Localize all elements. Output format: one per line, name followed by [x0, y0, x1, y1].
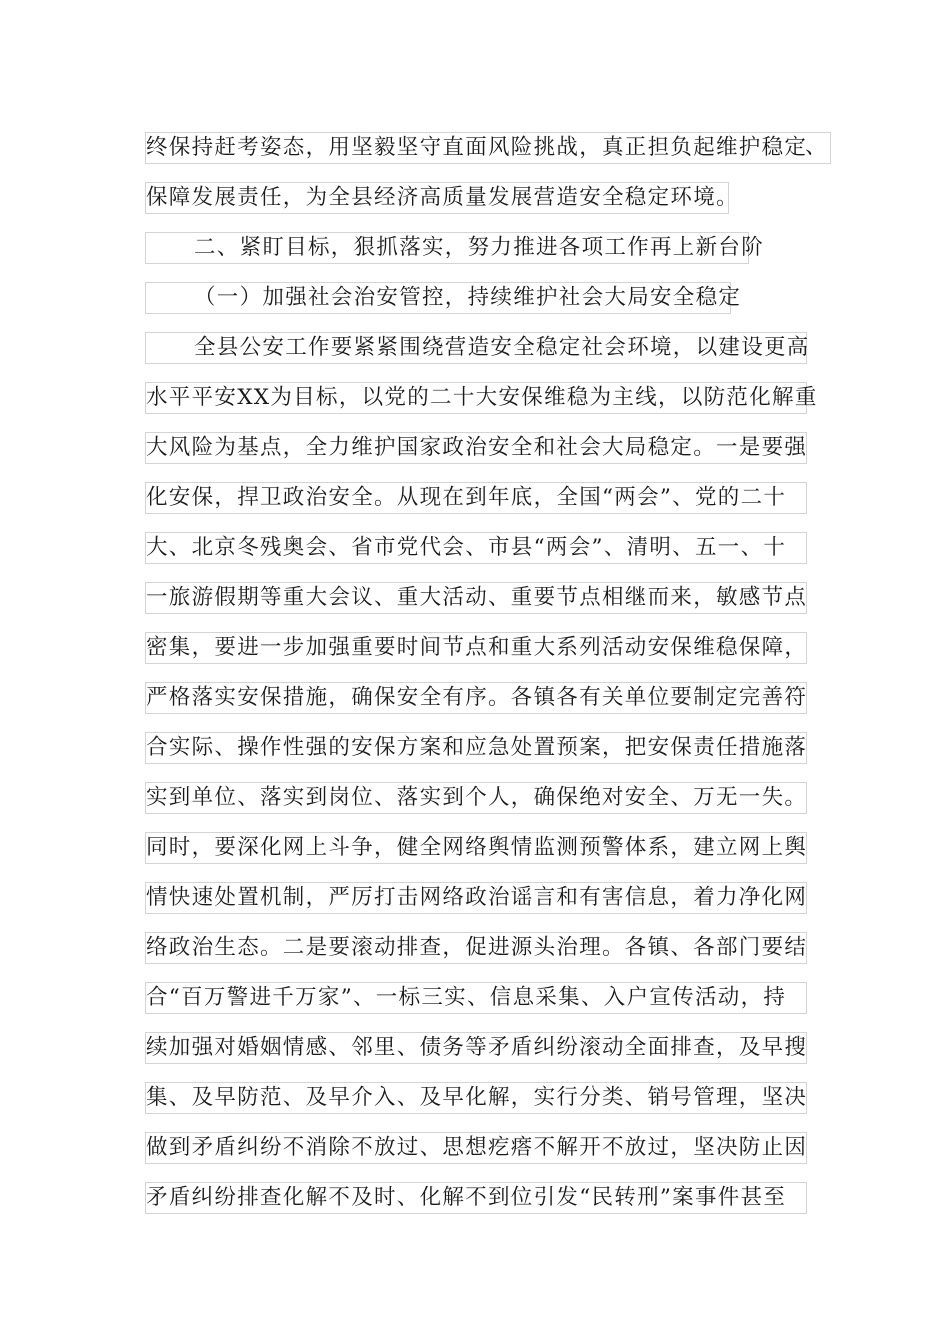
paragraph-line-1: 全县公安工作要紧紧围绕营造安全稳定社会环境，以建设更高: [145, 332, 807, 364]
paragraph-line-15: 续加强对婚姻情感、邻里、债务等矛盾纠纷滚动全面排查，及早搜: [145, 1032, 807, 1064]
paragraph-line-16: 集、及早防范、及早介入、及早化解，实行分类、销号管理，坚决: [145, 1082, 807, 1114]
paragraph-line-5: 大、北京冬残奥会、省市党代会、市县“两会”、清明、五一、十: [145, 532, 807, 564]
paragraph-line-12: 情快速处置机制，严厉打击网络政治谣言和有害信息，着力净化网: [145, 882, 807, 914]
text-line-1: 终保持赶考姿态，用坚毅坚守直面风险挑战，真正担负起维护稳定: [145, 132, 831, 164]
paragraph-line-4: 化安保，捍卫政治安全。从现在到年底，全国“两会”、党的二十: [145, 482, 807, 514]
subsection-heading: （一）加强社会治安管控，持续维护社会大局安全稳定: [145, 282, 731, 314]
text-line-1-tail: 、: [805, 134, 827, 159]
paragraph-line-18: 矛盾纠纷排查化解不及时、化解不到位引发“民转刑”案事件甚至: [145, 1182, 807, 1214]
paragraph-line-3: 大风险为基点，全力维护国家政治安全和社会大局稳定。一是要强: [145, 432, 807, 464]
paragraph-line-8: 严格落实安保措施，确保安全有序。各镇各有关单位要制定完善符: [145, 682, 807, 714]
paragraph-line-6: 一旅游假期等重大会议、重大活动、重要节点相继而来，敏感节点: [145, 582, 807, 614]
paragraph-line-2: 水平平安XX为目标，以党的二十大安保维稳为主线，以防范化解重: [145, 382, 807, 414]
paragraph-line-7: 密集，要进一步加强重要时间节点和重大系列活动安保维稳保障，: [145, 632, 807, 664]
text-line-2: 保障发展责任，为全县经济高质量发展营造安全稳定环境。: [145, 182, 729, 214]
section-heading: 二、紧盯目标，狠抓落实，努力推进各项工作再上新台阶: [145, 232, 749, 264]
paragraph-line-11: 同时，要深化网上斗争，健全网络舆情监测预警体系，建立网上舆: [145, 832, 807, 864]
paragraph-line-10: 实到单位、落实到岗位、落实到个人，确保绝对安全、万无一失。: [145, 782, 807, 814]
paragraph-line-17: 做到矛盾纠纷不消除不放过、思想疙瘩不解开不放过，坚决防止因: [145, 1132, 807, 1164]
paragraph-line-9: 合实际、操作性强的安保方案和应急处置预案，把安保责任措施落: [145, 732, 807, 764]
paragraph-line-14: 合“百万警进千万家”、一标三实、信息采集、入户宣传活动，持: [145, 982, 807, 1014]
paragraph-line-13: 络政治生态。二是要滚动排查，促进源头治理。各镇、各部门要结: [145, 932, 807, 964]
